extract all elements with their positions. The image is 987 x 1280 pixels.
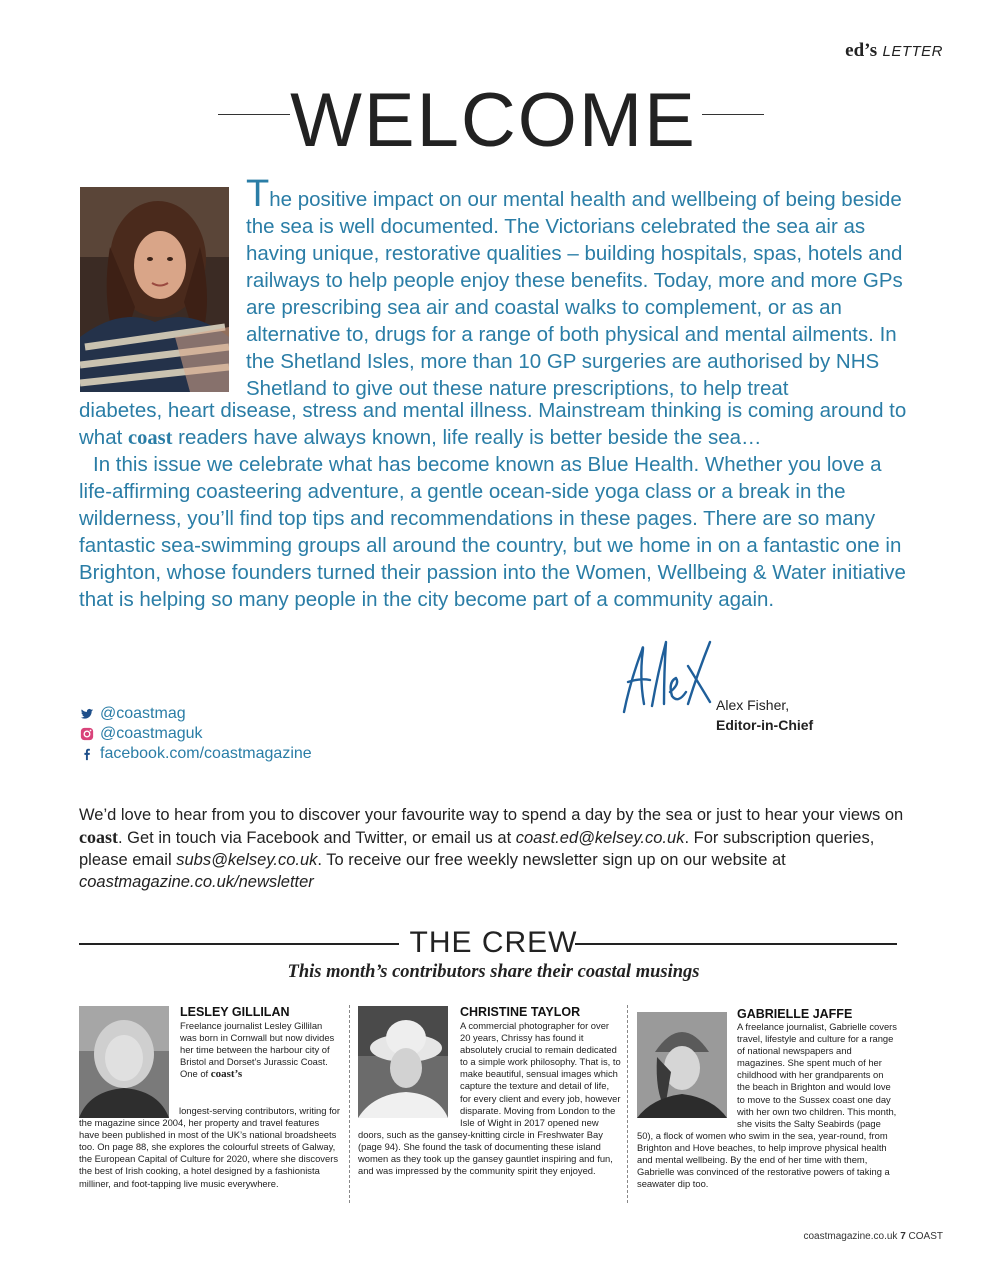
crew-bio-christine	[358, 1020, 621, 1200]
column-divider	[349, 1005, 350, 1203]
page-footer	[803, 1231, 943, 1242]
social-instagram-link[interactable]	[80, 724, 203, 744]
letter-paragraph-1	[246, 173, 906, 402]
editor-portrait-image	[80, 187, 229, 392]
social-facebook-link[interactable]	[80, 744, 312, 764]
drop-cap: T	[246, 173, 270, 215]
photo-wrap-spacer	[637, 1021, 737, 1121]
contact-text: . To receive our free weekly newsletter sign up on our website at	[317, 851, 786, 869]
crew-bio-lesley-continued: longest-serving contributors, writing for the magazine since 2004, her property and travel features have been published in most of the UK’s national broadsheets too. On page 88, she explores the colourful streets of Galway, the European Capital of Culture for 2020, where she discovers the best of Irish cooking, a hotel designed by a fashionista milliner, and foot-tapping live music everywhere.	[79, 1105, 341, 1189]
subscription-email-link[interactable]: subs@kelsey.co.uk	[176, 851, 318, 869]
letter-paragraph-2: In this issue we celebrate what has become known as Blue Health. Whether you love a life-affirming coasteering adventure, a gentle ocean-side yoga class or a break in the wilderness, you’ll find top tips and recommendations in these pages. There are so many fantastic sea-swimming groups all around the country, but we home in on a fantastic one in Brighton, whose founders turned their passion into the Women, Wellbeing & Water initiative that is helping so many people in the city become part of a community again.	[79, 453, 906, 611]
editor-email-link[interactable]: coast.ed@kelsey.co.uk	[515, 829, 685, 847]
crew-name-christine: CHRISTINE TAYLOR	[460, 1005, 581, 1019]
newsletter-link[interactable]: coastmagazine.co.uk/newsletter	[79, 873, 314, 891]
crew-bio-text: A freelance journalist, Gabrielle covers travel, lifestyle and culture for a range of national newspapers and magazines. She spent much of her childhood with her grandparents on the beach in Brighton and would love to move to the Sussex coast one day with her own two children. This month, she visits the Salty Seabirds (page 50), a flock of women who swim in the sea, year-round, from Brighton and Hove beaches, to help improve physical health and mental wellbeing. By the end of her time with them, Gabrielle was convinced of the restorative powers of taking a seawater dip too.	[637, 1021, 897, 1190]
footer-magazine: COAST	[908, 1231, 943, 1242]
social-twitter-link[interactable]	[80, 704, 186, 724]
letter-text: diabetes, heart disease, stress and mental illness. Mainstream thinking is coming around to what	[79, 399, 907, 449]
section-label-eds: ed’s	[845, 40, 878, 61]
facebook-icon	[80, 747, 94, 761]
crew-bio-text: Freelance journalist Lesley Gillilan was born in Cornwall but now divides her time between the harbour city of Bristol and Dorset’s Jurassic Coast. One of	[180, 1020, 335, 1080]
brand-name: coast	[128, 427, 173, 449]
crew-bio-text: A commercial photographer for over 20 years, Chrissy has found it absolutely crucial to remain dedicated to a simple work philosophy. That is, to make beautiful, sensual images which capture the texture and detail of life, for every client and every job, however disparate. Moving from London to the Isle of Wight in 2017 opened new doors, such as the gansey-knitting circle in Freshwater Bay (page 94). She found the task of documenting these island women as they took up the gansey gauntlet inspiring and fun, and was impressed by the community spirit they enjoyed.	[358, 1020, 621, 1177]
crew-bio-gabrielle	[637, 1021, 899, 1201]
letter-paragraph-1-text: he positive impact on our mental health and wellbeing of being beside the sea is well documented. The Victorians celebrated the sea air as having unique, restorative qualities – building hospitals, spas, hotels and railways to help people enjoy these benefits. Today, more and more GPs are prescribing sea air and coastal walks to complement, or as an alternative to, drugs for a range of both physical and mental ailments. In the Shetland Isles, more than 10 GP surgeries are authorised by NHS Shetland to give out these nature prescriptions, to help treat	[246, 188, 903, 400]
letter-text: readers have always known, life really is better beside the sea…	[178, 426, 762, 449]
crew-name-gabrielle: GABRIELLE JAFFE	[737, 1007, 853, 1021]
crew-bio-lesley	[180, 1020, 341, 1080]
column-divider	[627, 1005, 628, 1203]
signature-role: Editor-in-Chief	[716, 717, 814, 733]
footer-site: coastmagazine.co.uk	[803, 1231, 898, 1242]
brand-name: coast	[79, 827, 118, 847]
page-title: WELCOME	[290, 78, 697, 163]
handwritten-signature	[618, 622, 728, 722]
contact-paragraph	[79, 804, 909, 893]
signature-name: Alex Fisher,	[716, 697, 790, 713]
welcome-heading	[0, 78, 987, 164]
section-label	[845, 40, 943, 62]
brand-name: coast’s	[210, 1068, 243, 1081]
twitter-icon	[80, 707, 94, 721]
instagram-icon	[80, 727, 94, 741]
section-label-letter: LETTER	[882, 43, 943, 60]
crew-subtitle: This month’s contributors share their coastal musings	[287, 962, 700, 982]
instagram-handle: @coastmaguk	[100, 725, 203, 742]
photo-wrap-spacer	[358, 1020, 460, 1124]
crew-heading: THE CREW	[409, 926, 578, 959]
contact-text: . Get in touch via Facebook and Twitter, or email us at	[118, 829, 512, 847]
twitter-handle: @coastmag	[100, 705, 186, 722]
contact-text: . For subscription queries, please email	[79, 829, 875, 869]
facebook-url: facebook.com/coastmagazine	[100, 745, 312, 762]
letter-paragraph-1-continued	[79, 397, 909, 452]
page-number: 7	[900, 1231, 906, 1242]
crew-photo-lesley	[79, 1006, 169, 1118]
crew-name-lesley: LESLEY GILLILAN	[180, 1005, 290, 1019]
contact-text: We’d love to hear from you to discover your favourite way to spend a day by the sea or just to hear your views on	[79, 806, 904, 824]
editor-photo	[80, 187, 229, 392]
